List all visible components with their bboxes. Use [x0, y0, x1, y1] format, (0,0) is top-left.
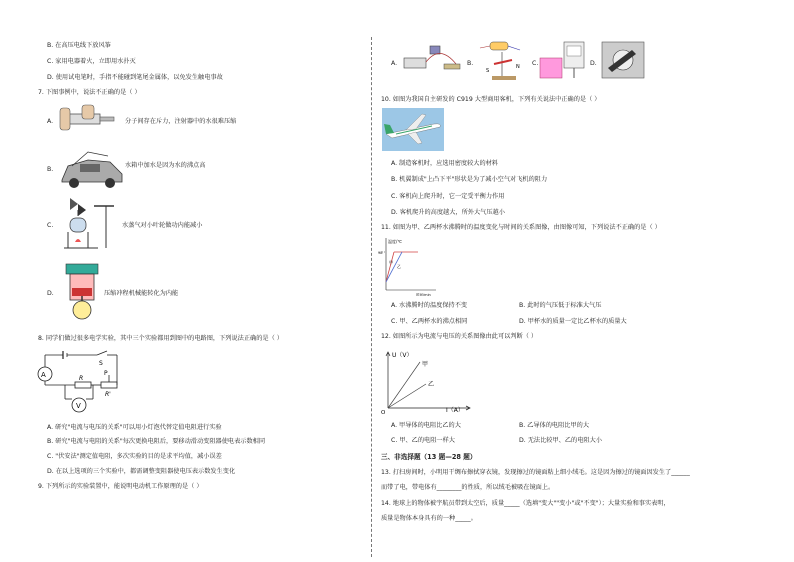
switch-label: S	[99, 360, 103, 367]
q6-option-c: C. 家用电器着火，立即用水扑灭	[47, 58, 136, 65]
q11-option-b: B. 此时的气压低于标准大气压	[519, 302, 602, 309]
resistor-label: R	[79, 375, 84, 382]
slider-label: P	[104, 370, 108, 377]
engine-cylinder-image	[62, 262, 102, 322]
q12-x-axis-label: I（A）	[446, 407, 464, 414]
q10-option-c: C. 客机向上爬升时，它一定受平衡力作用	[391, 193, 505, 200]
q7-option-c-text: 水蒸气对小叶轮做功内能减小	[122, 222, 203, 229]
q7-option-c-letter: C.	[47, 222, 54, 229]
pole-n-label: N	[516, 64, 520, 70]
q12-y-axis-label: U（V）	[392, 352, 413, 359]
q11-y-tick: 98	[378, 251, 383, 255]
q8-option-b: B. 研究"电流与电阻的关系"每次更换电阻后，要移动滑动变阻器使电表示数相同	[47, 438, 266, 445]
q9-option-a-letter: A.	[391, 60, 398, 67]
q9-option-d-letter: D.	[590, 60, 597, 67]
q12-line-yi: 乙	[428, 381, 435, 388]
q9-apparatus-a	[400, 40, 462, 72]
q9-option-c-letter: C.	[532, 60, 539, 67]
q11-series-jia: 甲	[389, 260, 393, 265]
q11-option-a: A. 水沸腾时的温度保持不变	[391, 302, 468, 309]
q11-x-axis-label: 时间/min	[416, 293, 431, 296]
q9-apparatus-d	[598, 38, 648, 82]
q13-line-1: 13. 打扫房间时，小明用干绸布擦拭穿衣镜，发现擦过的镜面粘上细小绒毛。这是因为擦过的镜面因发生了______	[381, 469, 690, 476]
q12-option-a: A. 甲导体的电阻比乙的大	[391, 422, 461, 429]
q10-option-b: B. 机翼制成"上凸下平"形状是为了减小空气对飞机的阻力	[391, 176, 548, 183]
syringe-image	[58, 100, 120, 140]
q9-stem: 9. 下列所示的实验装置中，能说明电动机工作原理的是（ ）	[38, 483, 203, 490]
q12-line-jia: 甲	[422, 361, 429, 368]
q14-line-1: 14. 地球上的物体被宇航员带到太空后，质量_____（选填"变大""变小"或"不变"）；大量实验和事实表明，	[381, 500, 670, 507]
q9-option-b-letter: B.	[467, 60, 474, 67]
q7-option-d-letter: D.	[47, 290, 54, 297]
q6-option-d: D. 使用试电笔时，手指不能碰到笔尾金属体，以免发生触电事故	[47, 74, 223, 81]
section-3-heading: 三、非选择题（13 题—28 题）	[381, 453, 477, 461]
q10-option-d: D. 客机爬升的高度越大，所外大气压越小	[391, 209, 505, 216]
q7-option-b-text: 水箱中加水是因为水的沸点高	[125, 162, 206, 169]
q12-option-d: D. 无法比较甲、乙的电阻大小	[519, 437, 602, 444]
q7-stem: 7. 下图事例中，说法不正确的是（ ）	[38, 89, 141, 96]
q12-voltage-current-graph	[378, 346, 478, 418]
q9-apparatus-c	[538, 38, 588, 82]
q8-option-a: A. 研究"电流与电压的关系"可以用小灯泡代替定值电阻进行实验	[47, 424, 222, 431]
q11-option-c: C. 甲、乙两杯水的沸点相同	[391, 318, 468, 325]
q14-line-2: 质量是物体本身具有的一种_____。	[381, 515, 477, 522]
q11-y-axis-label: 温度/℃	[388, 239, 402, 244]
q10-option-a: A. 制造客机时，应选用密度较大的材料	[391, 160, 499, 167]
q11-temperature-graph	[378, 234, 438, 296]
q11-option-d: D. 甲杯水的质量一定比乙杯水的质量大	[519, 318, 627, 325]
c919-airplane-photo	[382, 108, 444, 151]
q11-stem: 11. 如图为甲、乙两杯水沸腾时的温度变化与时间的关系图像，由图像可知，下列说法不正确的是（ ）	[381, 224, 661, 231]
q6-option-b: B. 在高压电线下放风筝	[47, 42, 111, 49]
q7-option-a-letter: A.	[47, 118, 54, 125]
steam-pinwheel-image	[58, 196, 118, 252]
pole-s-label: S	[486, 68, 490, 74]
voltmeter-label: V	[76, 402, 81, 410]
q8-option-c: C. "伏安法"测定值电阻，多次实验的目的是求平均值，减小误差	[47, 453, 222, 460]
q12-option-c: C. 甲、乙的电阻一样大	[391, 437, 455, 444]
q7-option-a-text: 分子间存在斥力，注射器中的水很难压缩	[125, 118, 237, 125]
q8-stem: 8. 同学们做过很多电学实验，其中三个实验都用到图中的电路图，下列说法正确的是（ ）	[38, 335, 283, 342]
q7-option-b-letter: B.	[47, 166, 54, 173]
q7-option-d-text: 压缩冲程机械能转化为内能	[104, 290, 179, 297]
q12-option-b: B. 乙导体的电阻比甲的大	[519, 422, 590, 429]
q13-line-2: 而带了电，带电体有________的性质，所以绒毛被吸在镜面上。	[381, 484, 555, 491]
q10-stem: 10. 如图为我国自主研发的 C919 大型商用客机，下列有关说法中正确的是（ ）	[381, 96, 601, 103]
q11-series-yi: 乙	[397, 264, 401, 269]
ammeter-label: A	[41, 371, 46, 379]
q12-origin-label: O	[381, 410, 386, 416]
rheostat-label: R'	[105, 391, 111, 398]
column-divider	[371, 37, 372, 557]
q8-option-d: D. 在以上选项的三个实验中，都需调整变阻器使电压表示数发生变化	[47, 468, 236, 475]
q9-apparatus-b	[476, 38, 532, 82]
car-radiator-image	[58, 148, 126, 192]
circuit-diagram	[35, 345, 125, 415]
q12-stem: 12. 如图所示为电流与电压的关系图像由此可以判断（ ）	[381, 333, 538, 340]
